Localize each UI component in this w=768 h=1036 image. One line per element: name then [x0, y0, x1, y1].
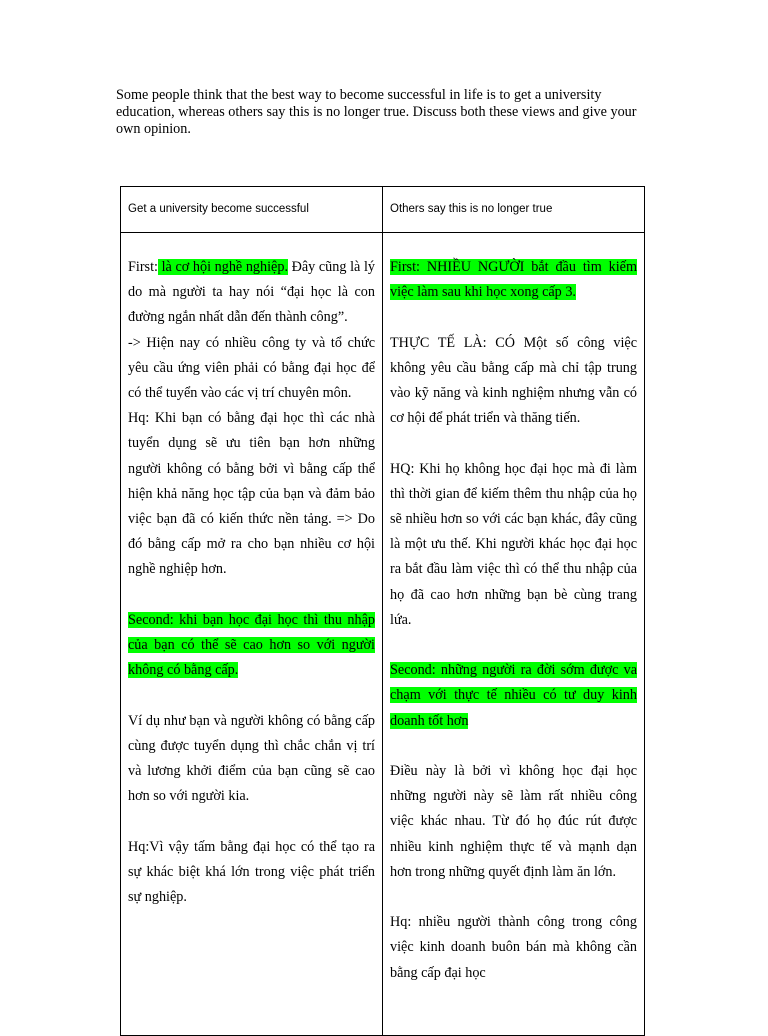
left-first-rest: Đây cũng là lý do mà người ta hay nói “đại học là con đường ngắn nhất dẫn đến thành công”. — [128, 259, 375, 326]
right-reason: Điều này là bởi vì không học đại học những người này sẽ làm rất nhiều công việc khác nhau. Từ đó họ đúc rút được nhiều kinh nghiệm thực tế và mạnh dạn hơn trong những quyết định làm ăn lớn. — [390, 763, 637, 880]
right-reality — [390, 331, 637, 432]
essay-prompt: Some people think that the best way to become successful in life is to get a university education, whereas others say this is no longer true. Discuss both these views and give your own opinion. — [116, 87, 637, 137]
right-hq-1: HQ: Khi họ không học đại học mà đi làm thì thời gian để kiếm thêm thu nhập của họ sẽ nhiều hơn so với các bạn khác, đây cũng là một ưu thế. Khi người khác học đại học ra bắt đầu làm việc thì có thể thu nhập của họ đã cao hơn những bạn bè cùng trang lứa. — [390, 460, 637, 628]
header-right-label: Others say this is no longer true — [390, 203, 553, 215]
table-header-row — [121, 187, 645, 233]
right-first-highlight: First: NHIỀU NGƯỜI bắt đầu tìm kiếm việc làm sau khi học xong cấp 3. — [390, 259, 637, 301]
right-reality-rest: Một số công việc không yêu cầu bằng cấp mà chỉ tập trung vào kỹ năng và kinh nghiệm nhưng vẫn có cơ hội để phát triển và thăng tiến. — [390, 334, 637, 427]
left-first-point — [128, 255, 375, 331]
right-reality-label: THỰC TẾ LÀ: CÓ — [390, 334, 515, 351]
right-hq-2: Hq: nhiều người thành công trong công việc kinh doanh buôn bán mà không cần bằng cấp đại học — [390, 914, 637, 981]
comparison-table — [120, 186, 645, 1036]
right-second-point — [390, 658, 637, 734]
right-second-highlight: Second: những người ra đời sớm được va chạm với thực tế nhiều có tư duy kinh doanh tốt hơn — [390, 662, 637, 729]
right-column — [383, 233, 645, 1036]
left-second-point — [128, 608, 375, 684]
left-second-highlight: Second: khi bạn học đại học thì thu nhập của bạn có thể sẽ cao hơn so với người không có bằng cấp. — [128, 611, 375, 679]
table-body-row — [121, 233, 645, 1036]
left-hq-1: Hq: Khi bạn có bằng đại học thì các nhà tuyển dụng sẽ ưu tiên bạn hơn những người không có bằng bởi vì bằng cấp thể hiện khả năng học tập của bạn và đảm bảo việc bạn đã có kiến thức nền tảng. => Do đó bằng cấp mở ra cho bạn nhiều cơ hội nghề nghiệp hơn. — [128, 410, 375, 578]
left-hq-2: Hq:Vì vậy tấm bằng đại học có thể tạo ra sự khác biệt khá lớn trong việc phát triển sự nghiệp. — [128, 838, 375, 906]
right-first-point — [390, 255, 637, 305]
left-first-label: First: — [128, 259, 158, 275]
left-first-highlight: là cơ hội nghề nghiệp. — [157, 259, 288, 275]
header-cell-right — [383, 187, 645, 233]
header-left-label: Get a university become successful — [128, 203, 309, 215]
left-arrow-point: -> Hiện nay có nhiều công ty và tổ chức yêu cầu ứng viên phải có bằng đại học để có thể tuyển vào các vị trí chuyên môn. — [128, 334, 375, 402]
left-column — [121, 233, 383, 1036]
left-example: Ví dụ như bạn và người không có bằng cấp cùng được tuyển dụng thì chắc chắn vị trí và lương khởi điểm của bạn cũng sẽ cao hơn so với người kia. — [128, 712, 375, 805]
header-cell-left — [121, 187, 383, 233]
